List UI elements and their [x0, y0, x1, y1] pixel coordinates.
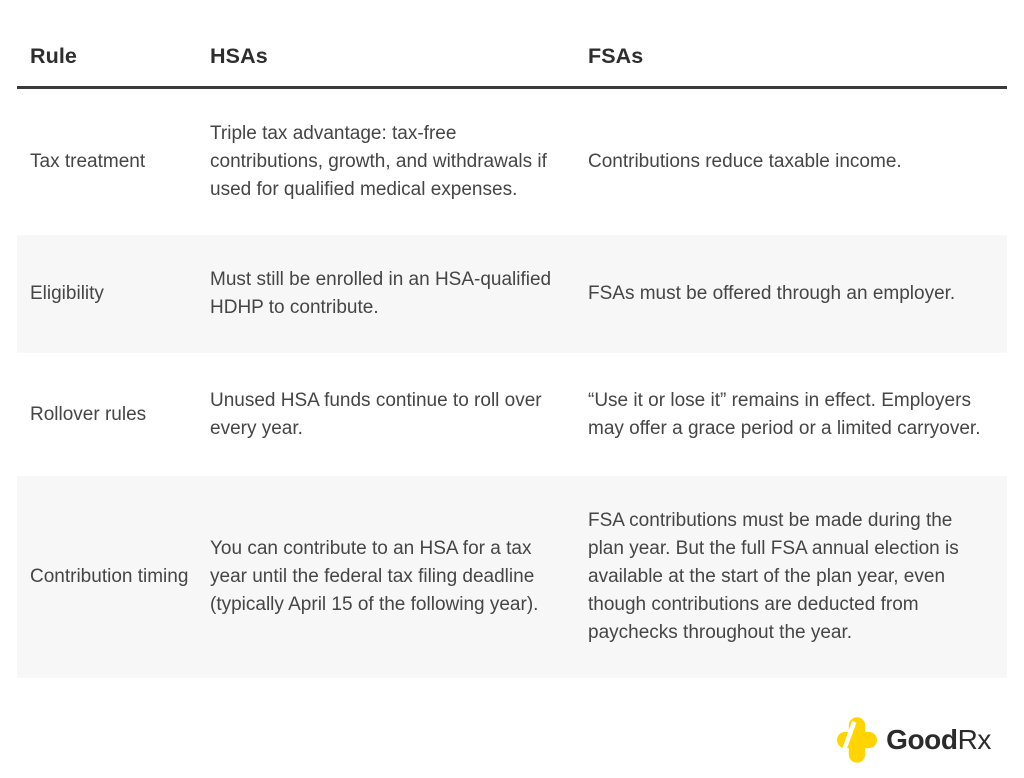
fsa-text: FSA contributions must be made during the plan year. But the full FSA annual election is available at the start of the plan year, even though contributions are deducted from paychecks throughout the year. [588, 510, 959, 643]
rule-label: Eligibility [30, 283, 104, 304]
rule-label: Tax treatment [30, 151, 146, 172]
table-header-row [17, 0, 1007, 89]
fsa-text: Contributions reduce taxable income. [588, 151, 902, 172]
fsa-text: FSAs must be offered through an employer. [588, 283, 956, 304]
column-header-hsas: HSAs [210, 44, 268, 68]
rule-cell [17, 476, 210, 678]
hsa-cell [210, 89, 588, 235]
table-row-contribution-timing [17, 476, 1007, 678]
fsa-cell [588, 235, 1007, 353]
hsa-fsa-comparison-table [17, 0, 1007, 678]
rule-cell [17, 235, 210, 353]
table-row-tax-treatment [17, 89, 1007, 235]
rule-cell [17, 89, 210, 235]
table-row-rollover-rules [17, 353, 1007, 476]
goodrx-wordmark-rx: Rx [957, 724, 991, 755]
goodrx-plus-icon [837, 715, 877, 765]
rule-label: Rollover rules [30, 403, 147, 425]
hsa-cell [210, 353, 588, 476]
hsa-text: Unused HSA funds continue to roll over every year. [210, 389, 542, 439]
column-header-fsas: FSAs [588, 44, 644, 68]
hsa-text: Must still be enrolled in an HSA-qualified HDHP to contribute. [210, 269, 552, 318]
fsa-cell [588, 353, 1007, 476]
rule-cell [17, 353, 210, 476]
goodrx-wordmark [886, 724, 991, 756]
rule-label: Contribution timing [30, 566, 189, 587]
column-header-rule: Rule [30, 44, 77, 68]
hsa-text: You can contribute to an HSA for a tax year until the federal tax filing deadline (typically April 15 of the following year). [210, 538, 539, 615]
hsa-cell [210, 235, 588, 353]
hsa-cell [210, 476, 588, 678]
table-row-eligibility [17, 235, 1007, 353]
fsa-text: “Use it or lose it” remains in effect. Employers may offer a grace period or a limited carryover. [588, 389, 981, 439]
hsa-text: Triple tax advantage: tax-free contributions, growth, and withdrawals if used for qualified medical expenses. [210, 123, 547, 200]
goodrx-wordmark-good: Good [886, 724, 958, 755]
fsa-cell [588, 476, 1007, 678]
goodrx-logo [837, 714, 991, 766]
fsa-cell [588, 89, 1007, 235]
